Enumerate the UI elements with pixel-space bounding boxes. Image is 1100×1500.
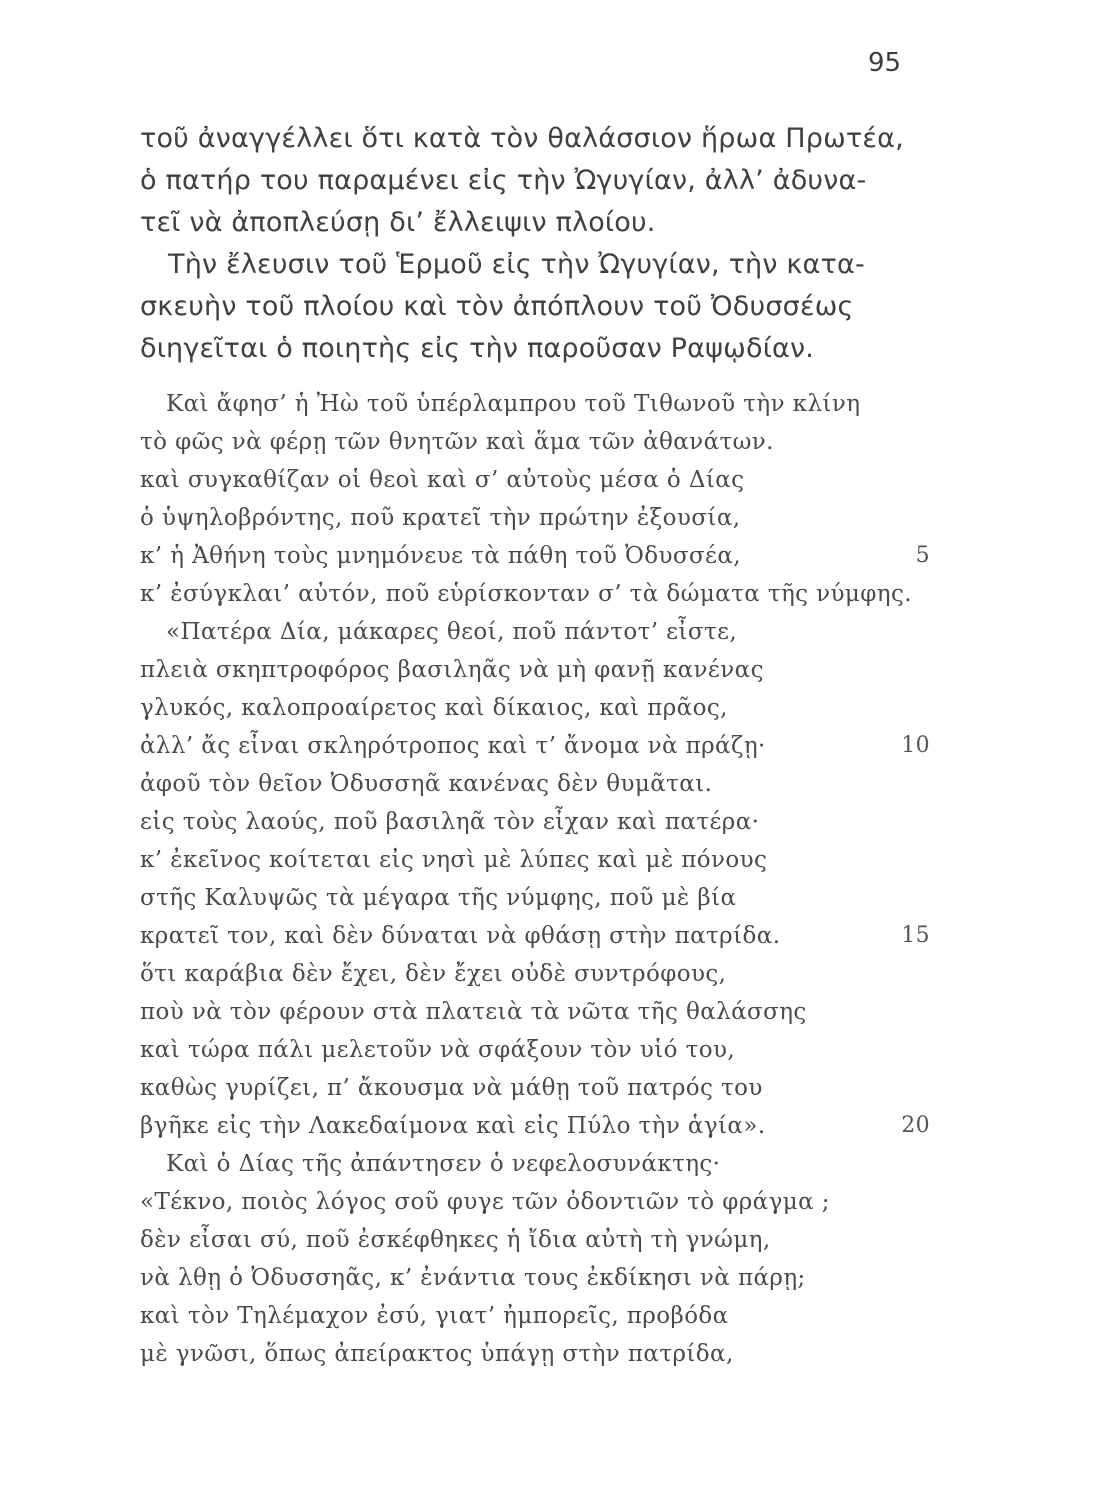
verse-text: Καὶ ἄφησ’ ἡ Ἠὼ τοῦ ὑπέρλαμπρου τοῦ Τιθωνοῦ τὴν κλίνη [166,391,861,417]
verse-text: κ’ ἡ Ἀθήνη τοὺς μνημόνευε τὰ πάθη τοῦ Ὀδυσσέα, [140,543,742,569]
verse-text: καὶ τὸν Τηλέμαχον ἐσύ, γιατ’ ἠμπορεῖς, προβόδα [140,1303,729,1329]
verse-line [140,537,930,575]
verse-text: Καὶ ὁ Δίας τῆς ἀπάντησεν ὁ νεφελοσυνάκτης· [166,1151,721,1177]
verse-line [140,1107,930,1145]
verse-text: βγῆκε εἰς τὴν Λακεδαίμονα καὶ εἰς Πύλο τὴν ἁγία». [140,1113,766,1139]
prose-line: τοῦ ἀναγγέλλει ὅτι κατὰ τὸν θαλάσσιον ἥρωα Πρωτέα, [140,123,904,154]
verse-text: κ’ ἐκεῖνος κοίτεται εἰς νησὶ μὲ λύπες καὶ μὲ πόνους [140,847,768,873]
line-number: 10 [901,733,930,758]
verse-block [140,385,930,1373]
verse-text: καὶ τώρα πάλι μελετοῦν νὰ σφάξουν τὸν υἱό του, [140,1037,736,1063]
verse-text: πλειὰ σκηπτροφόρος βασιληᾶς νὰ μὴ φανῇ κανένας [140,657,764,683]
verse-line [140,1145,930,1183]
line-number: 15 [901,923,930,948]
prose-line: διηγεῖται ὁ ποιητὴς εἰς τὴν παροῦσαν Ραψῳδίαν. [140,333,815,364]
verse-line [140,765,930,803]
line-number: 20 [901,1113,930,1138]
verse-line [140,575,930,613]
verse-line [140,689,930,727]
prose-line: τεῖ νὰ ἀποπλεύσῃ δι’ ἔλλειψιν πλοίου. [140,207,656,238]
verse-line [140,955,930,993]
verse-text: ἀλλ’ ἄς εἶναι σκληρότροπος καὶ τ’ ἄνομα νὰ πράζῃ· [140,733,766,759]
verse-line [140,1335,930,1373]
verse-text: καὶ συγκαθίζαν οἱ θεοὶ καὶ σ’ αὐτοὺς μέσα ὁ Δίας [140,467,745,493]
prose-line: Τὴν ἔλευσιν τοῦ Ἑρμοῦ εἰς τὴν Ὠγυγίαν, τὴν κατα- [168,249,865,280]
verse-line [140,1069,930,1107]
verse-line [140,993,930,1031]
verse-line [140,803,930,841]
verse-line [140,841,930,879]
verse-text: στῆς Καλυψῶς τὰ μέγαρα τῆς νύμφης, ποῦ μὲ βία [140,885,737,911]
verse-text: κρατεῖ τον, καὶ δὲν δύναται νὰ φθάσῃ στὴν πατρίδα. [140,923,781,949]
verse-text: νὰ λθῃ ὁ Ὀδυσσηᾶς, κ’ ἐνάντια τους ἐκδίκησι νὰ πάρῃ; [140,1265,806,1291]
verse-text: ὁ ὑψηλοβρόντης, ποῦ κρατεῖ τὴν πρώτην ἐξουσία, [140,505,741,531]
verse-text: καθὼς γυρίζει, π’ ἄκουσμα νὰ μάθῃ τοῦ πατρός του [140,1075,763,1101]
verse-line [140,499,930,537]
verse-line [140,1183,930,1221]
verse-line [140,1259,930,1297]
prose-line: ὁ πατήρ του παραμένει εἰς τὴν Ὠγυγίαν, ἀλλ’ ἀδυνα- [140,165,867,196]
verse-line [140,727,930,765]
verse-line [140,879,930,917]
verse-line [140,1221,930,1259]
verse-text: ὅτι καράβια δὲν ἔχει, δὲν ἔχει οὐδὲ συντρόφους, [140,961,727,987]
verse-line [140,423,930,461]
page-number: 95 [868,48,902,78]
verse-text: μὲ γνῶσι, ὅπως ἀπείρακτος ὑπάγῃ στὴν πατρίδα, [140,1341,734,1367]
verse-text: γλυκός, καλοπροαίρετος καὶ δίκαιος, καὶ πρᾶος, [140,695,728,721]
verse-text: «Τέκνο, ποιὸς λόγος σοῦ φυγε τῶν ὀδοντιῶν τὸ φράγμα ; [140,1189,830,1215]
verse-line [140,1297,930,1335]
verse-line [140,651,930,689]
verse-line [140,385,930,423]
verse-text: τὸ φῶς νὰ φέρῃ τῶν θνητῶν καὶ ἅμα τῶν ἀθανάτων. [140,429,774,455]
verse-line [140,613,930,651]
verse-text: δὲν εἶσαι σύ, ποῦ ἐσκέφθηκες ἡ ἴδια αὐτὴ τὴ γνώμη, [140,1227,771,1253]
verse-text: εἰς τοὺς λαούς, ποῦ βασιληᾶ τὸν εἶχαν καὶ πατέρα· [140,809,760,835]
verse-text: ποὺ νὰ τὸν φέρουν στὰ πλατειὰ τὰ νῶτα τῆς θαλάσσης [140,999,807,1025]
verse-line [140,461,930,499]
verse-line [140,1031,930,1069]
prose-line: σκευὴν τοῦ πλοίου καὶ τὸν ἀπόπλουν τοῦ Ὀδυσσέως [140,291,854,322]
verse-text: «Πατέρα Δία, μάκαρες θεοί, ποῦ πάντοτ’ εἶστε, [166,619,738,645]
verse-text: κ’ ἐσύγκλαι’ αὐτόν, ποῦ εὑρίσκονταν σ’ τὰ δώματα τῆς νύμφης. [140,581,912,607]
verse-line [140,917,930,955]
prose-paragraphs [140,118,960,370]
line-number: 5 [915,543,930,568]
verse-text: ἀφοῦ τὸν θεῖον Ὀδυσσηᾶ κανένας δὲν θυμᾶται. [140,771,713,797]
